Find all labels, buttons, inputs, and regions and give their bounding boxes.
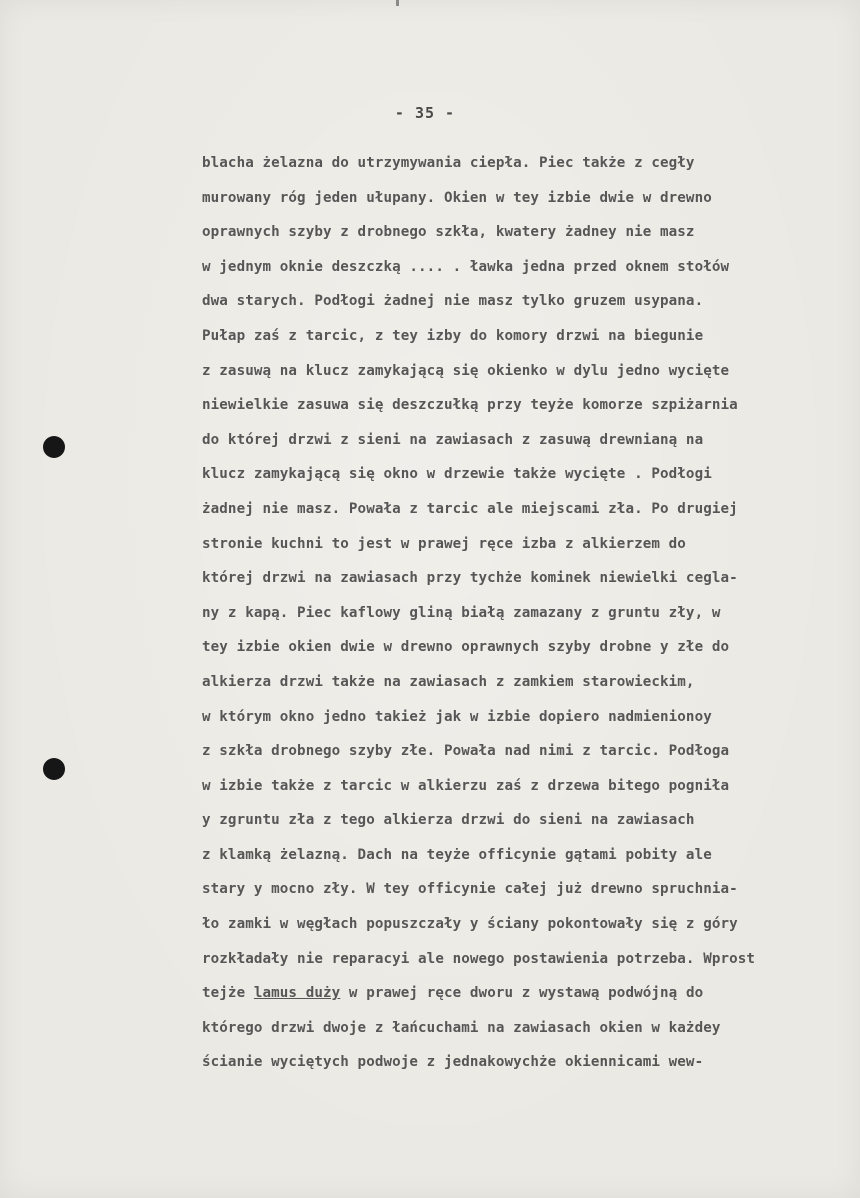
text-line: w którym okno jedno takież jak w izbie dopiero nadmienionoy	[202, 708, 712, 725]
text-line-with-underline: tejże lamus duży w prawej ręce dworu z wystawą podwójną do	[202, 985, 704, 1002]
text-line: stronie kuchni to jest w prawej ręce izba z alkierzem do	[202, 535, 686, 552]
text-line: którego drzwi dwoje z łańcuchami na zawiasach okien w każdey	[202, 1019, 721, 1036]
underlined-phrase: lamus duży	[253, 985, 341, 1002]
text-line: dwa starych. Podłogi żadnej nie masz tylko gruzem usypana.	[202, 293, 704, 310]
text-line: żadnej nie masz. Powała z tarcic ale miejscami zła. Po drugiej	[202, 500, 738, 517]
text-line: z klamką żelazną. Dach na teyże officynie gątami pobity ale	[202, 846, 712, 863]
text-line: ny z kapą. Piec kaflowy gliną białą zamazany z gruntu zły, w	[202, 604, 721, 621]
text-line: ło zamki w węgłach popuszczały y ściany pokontowały się z góry	[202, 916, 738, 933]
text-line: z zasuwą na klucz zamykającą się okienko w dylu jedno wycięte	[202, 362, 730, 379]
text-line: rozkładały nie reparacyi ale nowego postawienia potrzeba. Wprost	[202, 950, 756, 967]
text-line: ścianie wyciętych podwoje z jednakowychże okiennicami wew-	[202, 1054, 704, 1071]
text-line: do której drzwi z sieni na zawiasach z zasuwą drewnianą na	[202, 431, 704, 448]
text-line: y zgruntu zła z tego alkierza drzwi do sieni na zawiasach	[202, 812, 695, 829]
text-line: w izbie także z tarcic w alkierzu zaś z drzewa bitego pogniła	[202, 777, 730, 794]
text-line: klucz zamykającą się okno w drzewie także wycięte . Podłogi	[202, 466, 712, 483]
text-line: niewielkie zasuwa się deszczułką przy teyże komorze szpiżarnia	[202, 397, 738, 414]
punch-hole-top	[43, 436, 65, 458]
text-line: blacha żelazna do utrzymywania ciepła. Piec także z cegły	[202, 155, 695, 171]
text-line: Pułap zaś z tarcic, z tey izby do komory drzwi na biegunie	[202, 327, 704, 344]
text-line: alkierza drzwi także na zawiasach z zamkiem starowieckim,	[202, 673, 695, 690]
text-line: oprawnych szyby z drobnego szkła, kwatery żadney nie masz	[202, 224, 695, 241]
text-line: tey izbie okien dwie w drewno oprawnych szyby drobne y złe do	[202, 639, 730, 656]
body-text	[202, 146, 852, 1080]
paper-edge-mark	[396, 0, 399, 6]
text-line: z szkła drobnego szyby złe. Powała nad nimi z tarcic. Podłoga	[202, 743, 730, 760]
text-line: w jednym oknie deszczką .... . ławka jedna przed oknem stołów	[202, 258, 730, 275]
text-line: stary y mocno zły. W tey officynie całej już drewno spruchnia-	[202, 881, 738, 898]
punch-hole-bottom	[43, 758, 65, 780]
text-line: której drzwi na zawiasach przy tychże kominek niewielki cegla-	[202, 570, 738, 587]
text-line: murowany róg jeden ułupany. Okien w tey izbie dwie w drewno	[202, 189, 712, 206]
page-number: - 35 -	[394, 104, 456, 122]
